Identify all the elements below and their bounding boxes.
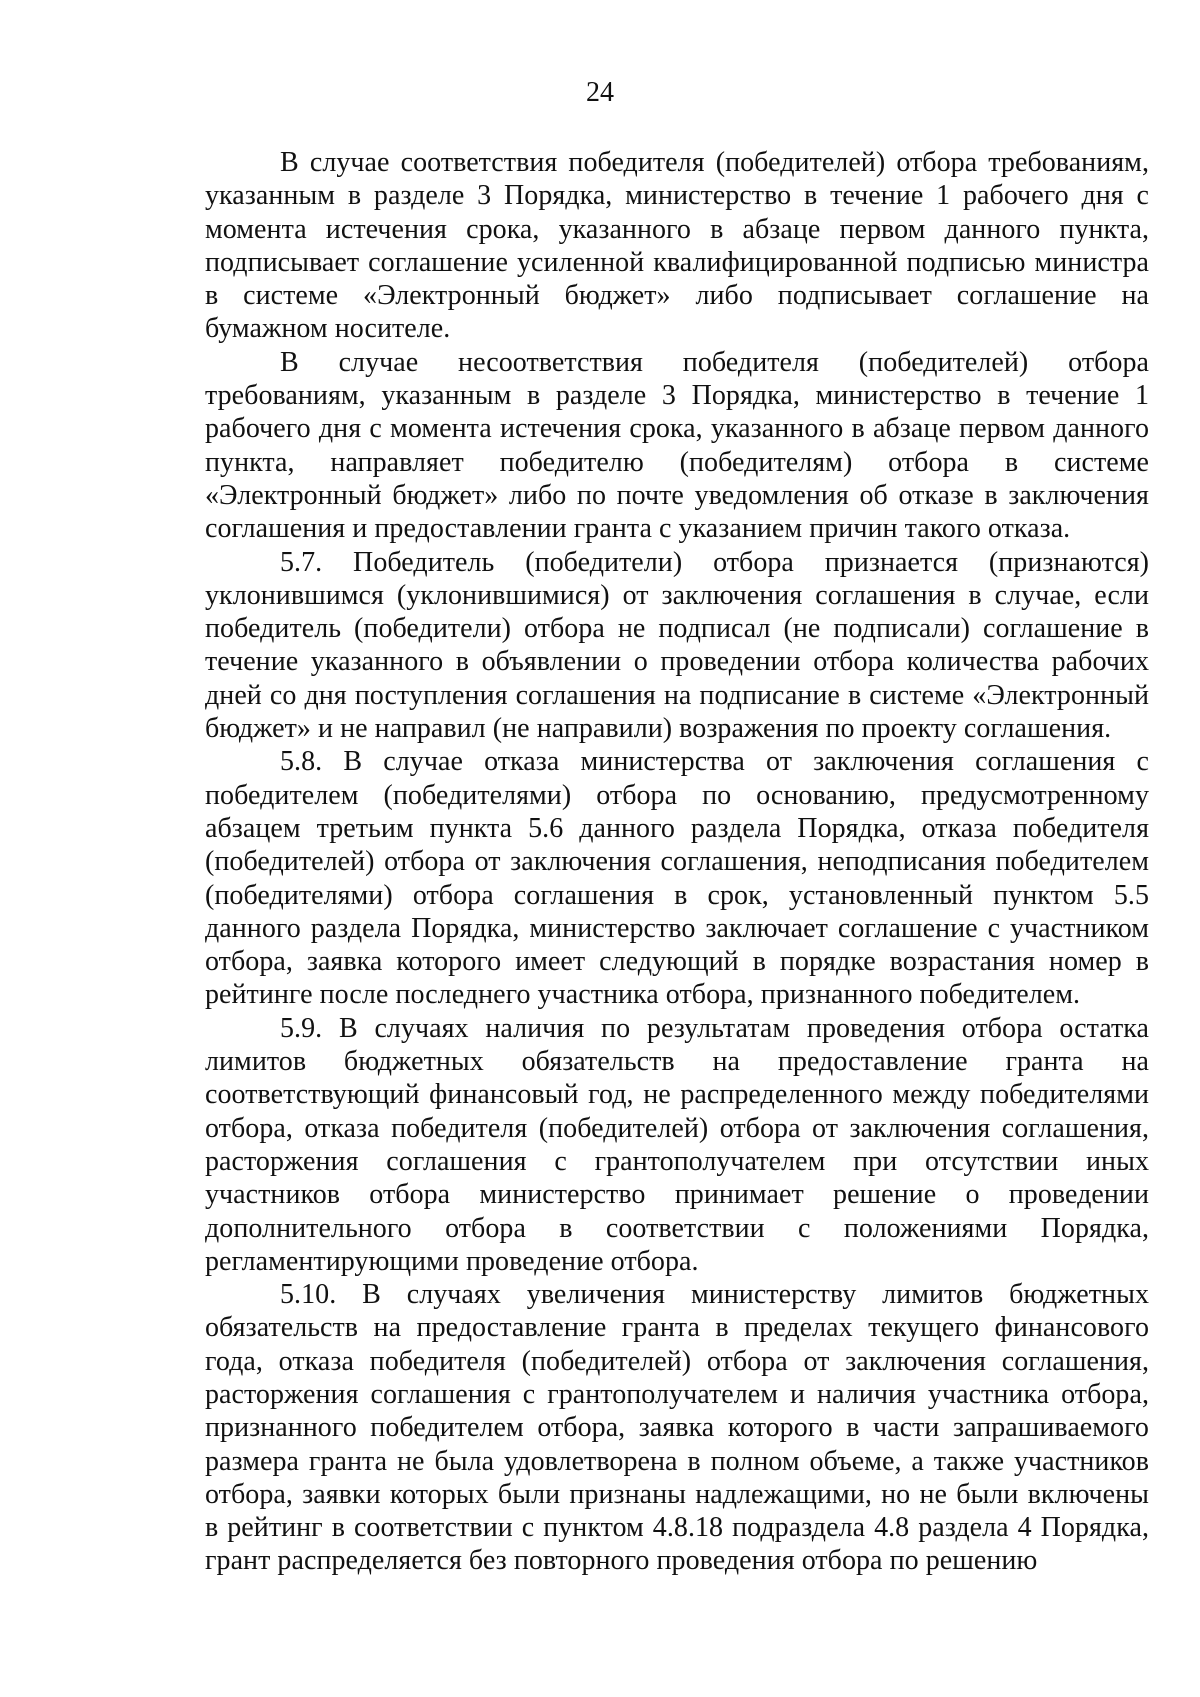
paragraph-winner-noncompliance: В случае несоответствия победителя (победителей) отбора требованиям, указанным в разделе 3 Порядка, министерство в течение 1 рабочего дня с момента истечения срока, указанного в абзаце первом данного пункта, направляет победителю (победителям) отбора в системе «Электронный бюджет» либо по почте уведомления об отказе в заключения соглашения и предоставлении гранта с указанием причин такого отказа. — [205, 346, 1149, 545]
document-body — [205, 146, 1149, 1578]
paragraph-winner-compliance: В случае соответствия победителя (победителей) отбора требованиям, указанным в разделе 3 Порядка, министерство в течение 1 рабочего дня с момента истечения срока, указанного в абзаце первом данного пункта, подписывает соглашение усиленной квалифицированной подписью министра в системе «Электронный бюджет» либо подписывает соглашение на бумажном носителе. — [205, 147, 1149, 345]
paragraph-5-10: 5.10. В случаях увеличения министерству лимитов бюджетных обязательств на предоставление гранта в пределах текущего финансового года, отказа победителя (победителей) отбора от заключения соглашения, расторжения соглашения с грантополучателем и наличия участника отбора, признанного победителем отбора, заявка которого в части запрашиваемого размера гранта не была удовлетворена в полном объеме, а также участников отбора, заявки которых были признаны надлежащими, но не были включены в рейтинг в соответствии с пунктом 4.8.18 подраздела 4.8 раздела 4 Порядка, грант распределяется без повторного проведения отбора по решению — [205, 1279, 1149, 1577]
paragraph-5-9: 5.9. В случаях наличия по результатам проведения отбора остатка лимитов бюджетных обязательств на предоставление гранта на соответствующий финансовый год, не распределенного между победителями отбора, отказа победителя (победителей) отбора от заключения соглашения, расторжения соглашения с грантополучателем при отсутствии иных участников отбора министерство принимает решение о проведении дополнительного отбора в соответствии с положениями Порядка, регламентирующими проведение отбора. — [205, 1012, 1149, 1277]
paragraph-5-8: 5.8. В случае отказа министерства от заключения соглашения с победителем (победителями) отбора по основанию, предусмотренному абзацем третьим пункта 5.6 данного раздела Порядка, отказа победителя (победителей) отбора от заключения соглашения, неподписания победителем (победителями) отбора соглашения в срок, установленный пунктом 5.5 данного раздела Порядка, министерство заключает соглашение с участником отбора, заявка которого имеет следующий в порядке возрастания номер в рейтинге после последнего участника отбора, признанного победителем. — [205, 746, 1149, 1011]
paragraph-5-7: 5.7. Победитель (победители) отбора признается (признаются) уклонившимся (уклонившимися) от заключения соглашения в случае, если победитель (победители) отбора не подписал (не подписали) соглашение в течение указанного в объявлении о проведении отбора количества рабочих дней со дня поступления соглашения на подписание в системе «Электронный бюджет» и не направил (не направили) возражения по проекту соглашения. — [205, 546, 1149, 745]
page-number: 24 — [586, 77, 614, 108]
